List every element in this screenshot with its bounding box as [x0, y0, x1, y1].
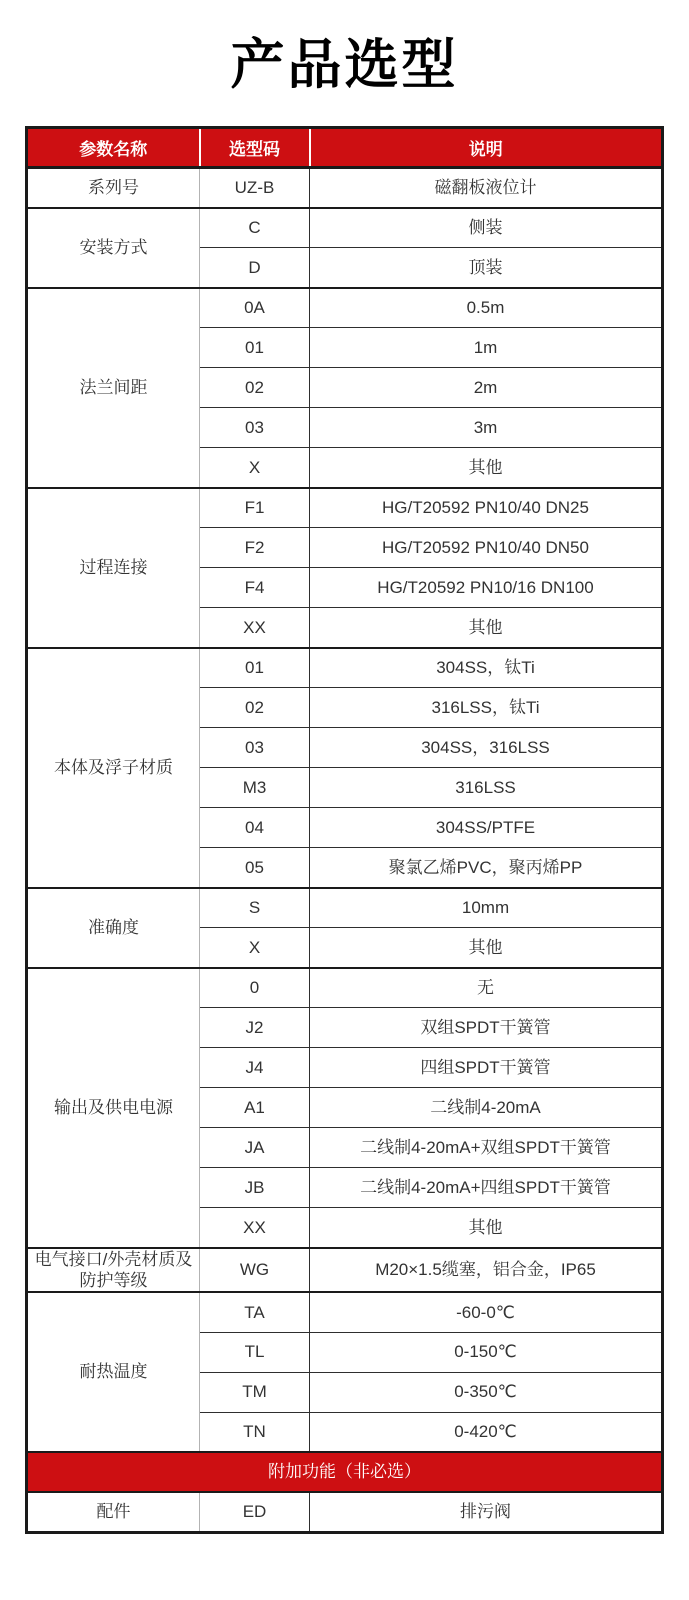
param-cell: 准确度: [27, 888, 200, 968]
code-cell: 01: [200, 328, 310, 368]
code-cell: X: [200, 928, 310, 968]
desc-cell: 二线制4-20mA+双组SPDT干簧管: [310, 1128, 663, 1168]
param-cell: 配件: [27, 1492, 200, 1532]
code-cell: J4: [200, 1048, 310, 1088]
table-row: [27, 1492, 663, 1532]
desc-cell: 304SS，钛Ti: [310, 648, 663, 688]
table-row: [27, 168, 663, 208]
table-row: [27, 888, 663, 928]
code-cell: 02: [200, 688, 310, 728]
desc-cell: 304SS/PTFE: [310, 808, 663, 848]
code-cell: WG: [200, 1248, 310, 1293]
page-title: 产品选型: [230, 35, 459, 95]
desc-cell: -60-0℃: [310, 1292, 663, 1332]
code-cell: F1: [200, 488, 310, 528]
code-cell: UZ-B: [200, 168, 310, 208]
desc-cell: 二线制4-20mA: [310, 1088, 663, 1128]
desc-cell: 0-420℃: [310, 1412, 663, 1452]
desc-cell: HG/T20592 PN10/40 DN50: [310, 528, 663, 568]
desc-cell: 双组SPDT干簧管: [310, 1008, 663, 1048]
desc-cell: 四组SPDT干簧管: [310, 1048, 663, 1088]
desc-cell: 侧装: [310, 208, 663, 248]
code-cell: 02: [200, 368, 310, 408]
code-cell: F2: [200, 528, 310, 568]
param-cell: 本体及浮子材质: [27, 648, 200, 888]
code-cell: JB: [200, 1168, 310, 1208]
code-cell: X: [200, 448, 310, 488]
param-cell: 系列号: [27, 168, 200, 208]
desc-cell: 顶装: [310, 248, 663, 288]
table-header-row: [27, 128, 663, 168]
code-cell: TL: [200, 1332, 310, 1372]
section-banner-row: [27, 1452, 663, 1492]
desc-cell: HG/T20592 PN10/16 DN100: [310, 568, 663, 608]
desc-cell: 其他: [310, 1208, 663, 1248]
desc-cell: 316LSS: [310, 768, 663, 808]
code-cell: TA: [200, 1292, 310, 1332]
desc-cell: 1m: [310, 328, 663, 368]
desc-cell: 其他: [310, 928, 663, 968]
product-selection-table: [25, 126, 664, 1534]
code-cell: 03: [200, 728, 310, 768]
param-cell: 法兰间距: [27, 288, 200, 488]
code-cell: TN: [200, 1412, 310, 1452]
header-selection-code: 选型码: [200, 128, 310, 168]
desc-cell: 0.5m: [310, 288, 663, 328]
code-cell: M3: [200, 768, 310, 808]
table-row: [27, 288, 663, 328]
code-cell: 03: [200, 408, 310, 448]
desc-cell: 磁翻板液位计: [310, 168, 663, 208]
code-cell: XX: [200, 608, 310, 648]
desc-cell: 0-350℃: [310, 1372, 663, 1412]
code-cell: S: [200, 888, 310, 928]
table-row: [27, 488, 663, 528]
code-cell: JA: [200, 1128, 310, 1168]
code-cell: F4: [200, 568, 310, 608]
code-cell: TM: [200, 1372, 310, 1412]
desc-cell: HG/T20592 PN10/40 DN25: [310, 488, 663, 528]
table-row: [27, 1248, 663, 1293]
desc-cell: 聚氯乙烯PVC，聚丙烯PP: [310, 848, 663, 888]
code-cell: 04: [200, 808, 310, 848]
code-cell: C: [200, 208, 310, 248]
param-cell: 电气接口/外壳材质及防护等级: [27, 1248, 200, 1293]
desc-cell: 排污阀: [310, 1492, 663, 1532]
section-banner-label: 附加功能（非必选）: [27, 1452, 663, 1492]
desc-cell: 10mm: [310, 888, 663, 928]
desc-cell: 2m: [310, 368, 663, 408]
desc-cell: M20×1.5缆塞，铝合金，IP65: [310, 1248, 663, 1293]
param-cell: 输出及供电电源: [27, 968, 200, 1248]
desc-cell: 其他: [310, 448, 663, 488]
desc-cell: 3m: [310, 408, 663, 448]
param-cell: 安装方式: [27, 208, 200, 288]
code-cell: 0: [200, 968, 310, 1008]
table-container: [0, 126, 689, 1534]
code-cell: 0A: [200, 288, 310, 328]
table-row: [27, 968, 663, 1008]
desc-cell: 316LSS，钛Ti: [310, 688, 663, 728]
table-row: [27, 208, 663, 248]
param-cell: 耐热温度: [27, 1292, 200, 1452]
code-cell: A1: [200, 1088, 310, 1128]
header-parameter-name: 参数名称: [27, 128, 200, 168]
header-description: 说明: [310, 128, 663, 168]
code-cell: 05: [200, 848, 310, 888]
param-cell: 过程连接: [27, 488, 200, 648]
code-cell: XX: [200, 1208, 310, 1248]
code-cell: ED: [200, 1492, 310, 1532]
desc-cell: 无: [310, 968, 663, 1008]
code-cell: J2: [200, 1008, 310, 1048]
desc-cell: 二线制4-20mA+四组SPDT干簧管: [310, 1168, 663, 1208]
code-cell: 01: [200, 648, 310, 688]
desc-cell: 0-150℃: [310, 1332, 663, 1372]
desc-cell: 其他: [310, 608, 663, 648]
desc-cell: 304SS，316LSS: [310, 728, 663, 768]
table-row: [27, 1292, 663, 1332]
code-cell: D: [200, 248, 310, 288]
table-row: [27, 648, 663, 688]
